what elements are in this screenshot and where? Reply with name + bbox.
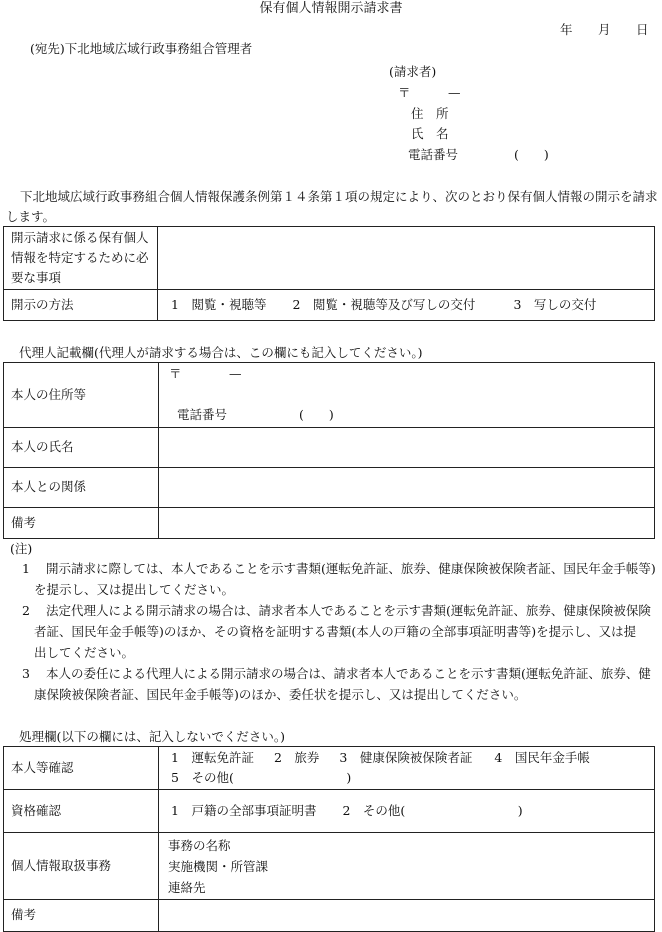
identity-check-label: 本人等確認 [4,747,159,790]
agent-relationship-label: 本人との関係 [4,468,159,508]
request-table [3,226,655,321]
agent-section-heading: 代理人記載欄(代理人が請求する場合は、この欄にも記入してください。) [19,345,423,360]
qualification-option-1[interactable]: 1 戸籍の全部事項証明書 [171,802,317,818]
agent-remarks-label: 備考 [4,508,159,539]
method-option-2[interactable]: 2 閲覧・視聴等及び写しの交付 [292,296,476,312]
agent-postal-mark: 〒 [169,366,182,381]
agent-principal-address-field[interactable] [159,363,655,428]
agent-relationship-field[interactable] [159,468,655,508]
office-task-name-label: 事務の名称 [168,837,231,853]
agent-principal-name-field[interactable] [159,428,655,468]
agent-postal-dash: — [229,366,242,381]
agent-phone-parens: ( ) [299,407,334,422]
disclosure-method-options [158,290,655,321]
identity-check-options [159,747,655,790]
note-2-line-3: 出してください。 [34,645,135,660]
handling-office-label: 個人情報取扱事務 [4,833,159,900]
requester-phone-label: 電話番号 [408,147,459,162]
agent-table [3,362,655,539]
processing-remarks-label: 備考 [4,900,159,932]
agent-principal-address-label: 本人の住所等 [4,363,159,428]
office-department-label: 実施機関・所管課 [168,858,269,874]
intro-line-1: 下北地域広域行政事務組合個人情報保護条例第１４条第１項の規定により、次のとおり保有個人情報の開示を請求 [20,189,658,204]
document-title: 保有個人情報開示請求書 [259,1,403,16]
intro-line-2: します。 [6,209,56,224]
identity-option-4[interactable]: 4 国民年金手帳 [494,750,590,765]
note-2-line-2: 者証、国民年金手帳等)のほか、その資格を証明する書類(本人の戸籍の全部事項証明書等)を提示し、又は提 [34,624,637,639]
date-month-label: 月 [598,22,611,37]
note-3-line-2: 康保険被保険者証、国民年金手帳等)のほか、委任状を提示し、又は提出してください。 [34,687,527,702]
note-3-line-1: 本人の委任による代理人による開示請求の場合は、請求者本人であることを示す書類(運転免許証、旅券、健 [46,666,651,681]
requester-heading: (請求者) [389,64,437,79]
note-3-number: 3 [22,666,30,681]
addressee: (宛先)下北地域広域行政事務組合管理者 [30,41,253,56]
handling-office-details [159,833,655,900]
agent-remarks-field[interactable] [159,508,655,539]
identity-option-2[interactable]: 2 旅券 [273,750,320,765]
office-contact-label: 連絡先 [168,879,206,895]
note-2-number: 2 [22,603,30,618]
specify-info-label: 開示請求に係る保有個人情報を特定するために必要な事項 [4,227,158,290]
qualification-check-options [159,790,655,833]
note-1-number: 1 [22,561,30,576]
identity-option-1[interactable]: 1 運転免許証 [171,750,254,765]
processing-remarks-field[interactable] [159,900,655,932]
specify-info-field[interactable] [158,227,655,290]
method-option-3[interactable]: 3 写しの交付 [513,296,597,312]
identity-option-5[interactable]: 5 その他( ) [171,770,352,785]
date-day-label: 日 [636,22,649,37]
qualification-option-2[interactable]: 2 その他( ) [342,802,523,818]
processing-heading: 処理欄(以下の欄には、記入しないでください。) [19,729,286,744]
note-1-line-2: を提示し、又は提出してください。 [34,582,235,597]
note-1-line-1: 開示請求に際しては、本人であることを示す書類(運転免許証、旅券、健康保険被保険者証、国民年金手帳等) [46,561,656,576]
agent-phone-label: 電話番号 [177,407,228,422]
disclosure-method-label: 開示の方法 [4,290,158,321]
requester-postal-mark: 〒 [398,85,411,100]
date-year-label: 年 [560,22,573,37]
processing-table [3,746,655,932]
requester-name-label: 氏 名 [411,126,449,141]
requester-phone-parens: ( ) [514,147,549,162]
note-2-line-1: 法定代理人による開示請求の場合は、請求者本人であることを示す書類(運転免許証、旅券、健康保険被保険 [46,603,651,618]
requester-address-label: 住 所 [411,106,449,121]
qualification-check-label: 資格確認 [4,790,159,833]
requester-postal-dash: — [448,85,461,100]
agent-principal-name-label: 本人の氏名 [4,428,159,468]
identity-option-3[interactable]: 3 健康保険被保険者証 [339,750,473,765]
notes-heading: (注) [10,541,33,556]
method-option-1[interactable]: 1 閲覧・視聴等 [171,296,267,312]
